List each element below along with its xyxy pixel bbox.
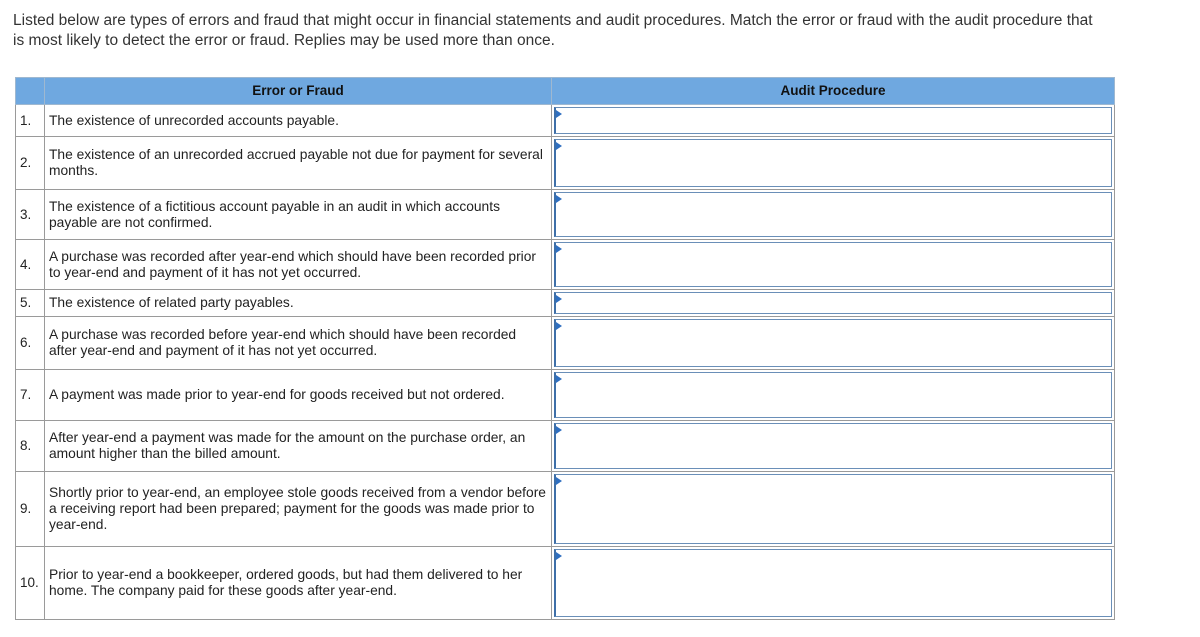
row-number: 9. [16, 472, 45, 547]
row-number: 6. [16, 317, 45, 370]
number-column-header [16, 78, 45, 105]
caret-right-icon [556, 295, 562, 303]
error-or-fraud-text: The existence of unrecorded accounts payable. [45, 105, 552, 137]
error-or-fraud-text: A purchase was recorded after year-end which should have been recorded prior to year-end and payment of it has not yet occurred. [45, 240, 552, 290]
caret-right-icon [556, 375, 562, 383]
error-or-fraud-text: A payment was made prior to year-end for goods received but not ordered. [45, 370, 552, 421]
table-row [16, 290, 1115, 317]
matching-table-container [15, 77, 1114, 620]
audit-procedure-cell [552, 290, 1115, 317]
error-or-fraud-text: The existence of related party payables. [45, 290, 552, 317]
procedure-column-header: Audit Procedure [552, 78, 1115, 105]
error-or-fraud-text: After year-end a payment was made for the amount on the purchase order, an amount higher than the billed amount. [45, 421, 552, 472]
audit-procedure-dropdown[interactable] [554, 319, 1112, 367]
audit-procedure-dropdown[interactable] [554, 107, 1112, 134]
audit-procedure-cell [552, 190, 1115, 240]
audit-procedure-cell [552, 240, 1115, 290]
error-column-header: Error or Fraud [45, 78, 552, 105]
error-or-fraud-text: A purchase was recorded before year-end which should have been recorded after year-end and payment of it has not yet occurred. [45, 317, 552, 370]
audit-procedure-dropdown[interactable] [554, 474, 1112, 544]
audit-procedure-dropdown[interactable] [554, 242, 1112, 287]
caret-right-icon [556, 142, 562, 150]
audit-procedure-cell [552, 421, 1115, 472]
table-row [16, 317, 1115, 370]
row-number: 5. [16, 290, 45, 317]
table-row [16, 472, 1115, 547]
audit-procedure-dropdown[interactable] [554, 549, 1112, 617]
row-number: 8. [16, 421, 45, 472]
caret-right-icon [556, 552, 562, 560]
audit-procedure-cell [552, 105, 1115, 137]
caret-right-icon [556, 110, 562, 118]
audit-procedure-cell [552, 317, 1115, 370]
table-row [16, 240, 1115, 290]
table-row [16, 370, 1115, 421]
audit-procedure-dropdown[interactable] [554, 192, 1112, 237]
matching-table [15, 77, 1115, 620]
row-number: 1. [16, 105, 45, 137]
audit-procedure-dropdown[interactable] [554, 372, 1112, 418]
caret-right-icon [556, 426, 562, 434]
error-or-fraud-text: The existence of an unrecorded accrued payable not due for payment for several months. [45, 137, 552, 190]
audit-procedure-cell [552, 137, 1115, 190]
row-number: 10. [16, 547, 45, 620]
error-or-fraud-text: Shortly prior to year-end, an employee stole goods received from a vendor before a receiving report had been prepared; payment for the goods was made prior to year-end. [45, 472, 552, 547]
audit-procedure-cell [552, 547, 1115, 620]
table-row [16, 137, 1115, 190]
instructions-text: Listed below are types of errors and fraud that might occur in financial statements and audit procedures. Match the error or fraud with the audit procedure that is most likely to detect the error or fraud. Replies may be used more than once. [13, 12, 1093, 49]
caret-right-icon [556, 322, 562, 330]
audit-procedure-cell [552, 370, 1115, 421]
table-row [16, 190, 1115, 240]
table-row [16, 547, 1115, 620]
table-row [16, 421, 1115, 472]
row-number: 3. [16, 190, 45, 240]
row-number: 2. [16, 137, 45, 190]
audit-procedure-cell [552, 472, 1115, 547]
row-number: 7. [16, 370, 45, 421]
caret-right-icon [556, 477, 562, 485]
audit-procedure-dropdown[interactable] [554, 423, 1112, 469]
caret-right-icon [556, 245, 562, 253]
audit-procedure-dropdown[interactable] [554, 292, 1112, 314]
audit-procedure-dropdown[interactable] [554, 139, 1112, 187]
table-header-row [16, 78, 1115, 105]
table-row [16, 105, 1115, 137]
row-number: 4. [16, 240, 45, 290]
caret-right-icon [556, 195, 562, 203]
error-or-fraud-text: Prior to year-end a bookkeeper, ordered goods, but had them delivered to her home. The company paid for these goods after year-end. [45, 547, 552, 620]
error-or-fraud-text: The existence of a fictitious account payable in an audit in which accounts payable are not confirmed. [45, 190, 552, 240]
